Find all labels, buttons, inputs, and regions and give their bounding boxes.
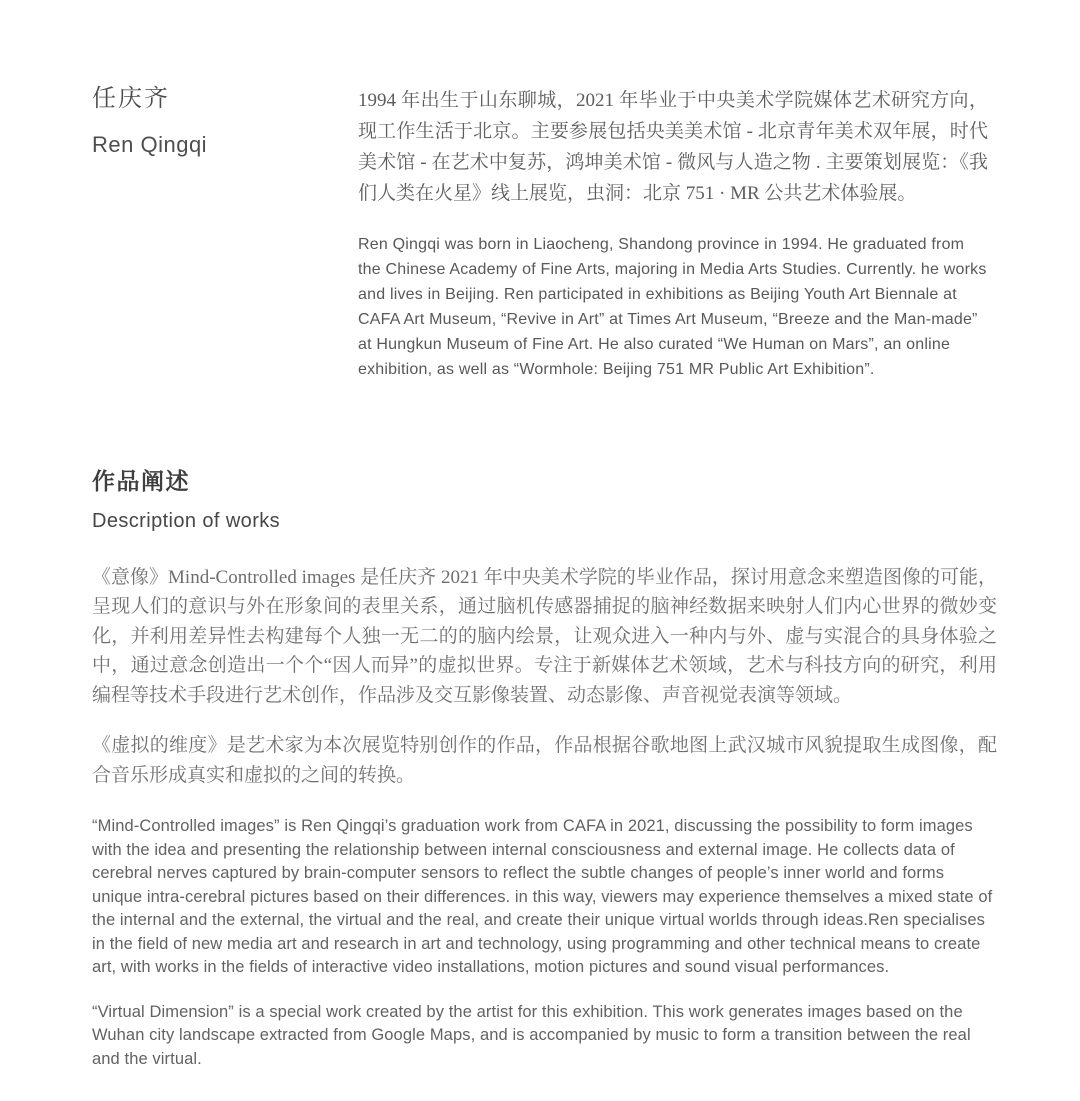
artist-name-chinese: 任庆齐 <box>92 86 170 112</box>
description-body <box>92 563 997 1072</box>
artist-name-english: Ren Qingqi <box>92 131 208 157</box>
artist-bio-chinese: 1994 年出生于山东聊城，2021 年毕业于中央美术学院媒体艺术研究方向，现工作生活于北京。主要参展包括央美美术馆 - 北京青年美术双年展，时代美术馆 - 在艺术中复苏，鸿坤美术馆 - 微风与人造之物 . 主要策划展览：《我们人类在火星》线上展览，虫洞：北京 751 · MR 公共艺术体验展。 <box>358 90 988 204</box>
artist-bio-column <box>358 85 988 382</box>
artist-intro-section <box>92 85 988 382</box>
description-paragraph-1-english: “Mind-Controlled images” is Ren Qingqi’s graduation work from CAFA in 2021, discussing the possibility to form images with the idea and presenting the relationship between internal consciousness and external image. He collects data of cerebral nerves captured by brain-computer sensors to reflect the subtle changes of people’s inner world and forms unique intra-cerebral pictures based on their differences. in this way, viewers may experience themselves a mixed state of the internal and the external, the virtual and the real, and create their unique virtual worlds through ideas.Ren specialises in the field of new media art and research in art and technology, using programming and other technical means to create art, with works in the fields of interactive video installations, motion pictures and sound visual performances. <box>92 817 993 977</box>
description-heading-block <box>92 468 988 533</box>
artist-name-block <box>92 85 358 382</box>
description-paragraph-2-english: “Virtual Dimension” is a special work created by the artist for this exhibition. This work generates images based on the Wuhan city landscape extracted from Google Maps, and is accompanied by music to form a transition between the real and the virtual. <box>92 1002 971 1068</box>
description-heading-english: Description of works <box>92 509 281 532</box>
description-paragraph-1-chinese: 《意像》Mind-Controlled images 是任庆齐 2021 年中央美术学院的毕业作品，探讨用意念来塑造图像的可能，呈现人们的意识与外在形象间的表里关系，通过脑机传感器捕捉的脑神经数据来映射人们内心世界的微妙变化，并利用差异性去构建每个人独一无二的的脑内绘景，让观众进入一种内与外、虚与实混合的具身体验之中，通过意念创造出一个个“因人而异”的虚拟世界。专注于新媒体艺术领域，艺术与科技方向的研究，利用编程等技术手段进行艺术创作，作品涉及交互影像装置、动态影像、声音视觉表演等领域。 <box>92 566 997 706</box>
artist-bio-english: Ren Qingqi was born in Liaocheng, Shandong province in 1994. He graduated from the Chinese Academy of Fine Arts, majoring in Media Arts Studies. Currently. he works and lives in Beijing. Ren participated in exhibitions as Beijing Youth Art Biennale at CAFA Art Museum, “Revive in Art” at Times Art Museum, “Breeze and the Man-made” at Hungkun Museum of Fine Art. He also curated “We Human on Mars”, an online exhibition, as well as “Wormhole: Beijing 751 MR Public Art Exhibition”. <box>358 236 987 378</box>
description-heading-chinese: 作品阐述 <box>92 469 190 494</box>
description-paragraph-2-chinese: 《虚拟的维度》是艺术家为本次展览特别创作的作品，作品根据谷歌地图上武汉城市风貌提取生成图像，配合音乐形成真实和虚拟的之间的转换。 <box>92 735 997 786</box>
